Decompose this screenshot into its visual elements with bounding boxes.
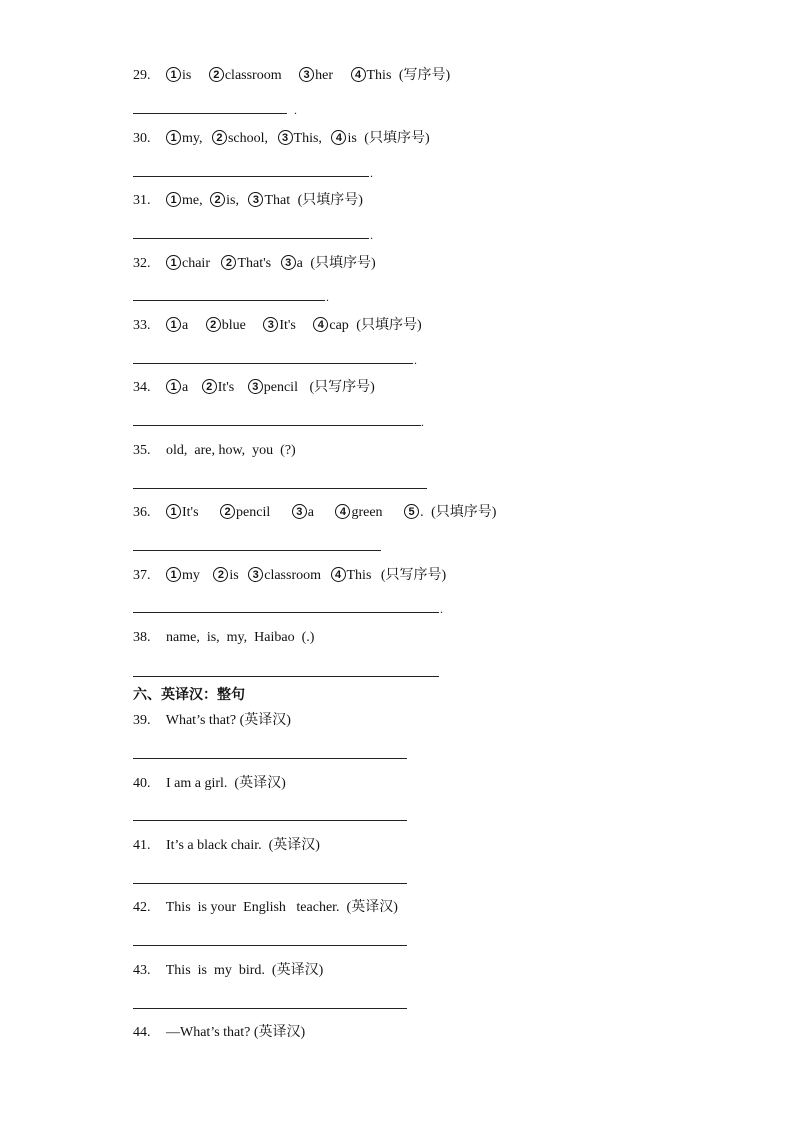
circled-number: 1 [166,504,181,519]
answer-line[interactable] [133,820,407,821]
question-number: 39. [133,713,151,728]
instruction-note: (只填序号) [310,256,376,271]
circled-number: 1 [166,130,181,145]
option: 1 It's [166,504,199,522]
answer-line[interactable] [133,488,427,489]
circled-number: 4 [331,567,346,582]
question-29 [133,67,450,85]
answer-line[interactable] [133,945,407,946]
circled-number: 2 [221,255,236,270]
option: 3 a [281,255,303,273]
answer-line[interactable] [133,425,421,426]
option: 3 It's [263,317,296,335]
question-number: 37. [133,568,151,583]
answer-line[interactable] [133,758,407,759]
circled-number: 1 [166,317,181,332]
circled-number: 3 [281,255,296,270]
option: 1 my, [166,130,202,148]
circled-number: 1 [166,379,181,394]
question-number: 44. [133,1025,151,1040]
question-number: 40. [133,776,151,791]
option: 1 a [166,379,188,397]
question-37 [133,567,446,585]
circled-number: 4 [351,67,366,82]
question-38 [133,629,314,647]
option: 3 her [299,67,333,85]
circled-number: 2 [220,504,235,519]
circled-number: 2 [213,567,228,582]
option: 4 This [351,67,392,85]
circled-number: 2 [209,67,224,82]
question-text: old, are, how, you (?) [166,443,296,458]
option: 1 my [166,567,200,585]
question-43 [133,962,323,980]
question-44 [133,1024,305,1042]
question-text: This is my bird. (英译汉) [165,963,324,978]
question-number: 38. [133,630,151,645]
question-text: What’s that? (英译汉) [165,713,291,728]
circled-number: 2 [210,192,225,207]
question-text: —What’s that? (英译汉) [166,1025,306,1040]
circled-number: 3 [263,317,278,332]
answer-line-period: . [414,353,417,367]
circled-number: 1 [166,255,181,270]
question-40 [133,775,286,793]
answer-line-period: . [370,166,373,180]
option: 4 green [335,504,382,522]
question-number: 43. [133,963,151,978]
option: 2 classroom [209,67,282,85]
instruction-note: (只填序号) [356,318,422,333]
question-31 [133,192,363,210]
question-30 [133,130,430,148]
circled-number: 3 [248,192,263,207]
circled-number: 3 [292,504,307,519]
circled-number: 2 [212,130,227,145]
answer-line[interactable] [133,363,413,364]
answer-line[interactable] [133,1008,407,1009]
option: 2 That's [221,255,271,273]
answer-line[interactable] [133,676,439,677]
question-33 [133,317,422,335]
answer-line[interactable] [133,176,369,177]
circled-number: 4 [313,317,328,332]
option: 4 This [331,567,372,585]
question-32 [133,255,376,273]
question-text: I am a girl. (英译汉) [166,776,286,791]
question-number: 35. [133,443,151,458]
circled-number: 3 [248,379,263,394]
question-text: This is your English teacher. (英译汉) [165,900,398,915]
instruction-note: (写序号) [398,68,451,83]
option: 3 That [248,192,290,210]
option: 4 is [331,130,356,148]
question-number: 32. [133,256,151,271]
option: 5 . [404,504,424,522]
option: 2 is [213,567,238,585]
answer-line[interactable] [133,883,407,884]
circled-number: 1 [166,567,181,582]
answer-line-period: . [440,602,443,616]
option: 2 blue [206,317,246,335]
question-text: name, is, my, Haibao (.) [166,630,315,645]
section-title: 六、英译汉：整句 [133,687,245,703]
question-number: 42. [133,900,151,915]
option: 2 pencil [220,504,270,522]
option: 3 a [292,504,314,522]
answer-line[interactable] [133,550,381,551]
option: 3 classroom [248,567,321,585]
option: 1 is [166,67,191,85]
answer-line-period: . [294,103,297,117]
question-41 [133,837,320,855]
circled-number: 1 [166,192,181,207]
option: 2 is, [210,192,239,210]
circled-number: 3 [278,130,293,145]
circled-number: 1 [166,67,181,82]
option: 2 school, [212,130,268,148]
instruction-note: (只填序号) [297,193,363,208]
question-number: 33. [133,318,151,333]
answer-line[interactable] [133,300,325,301]
option: 3 pencil [248,379,298,397]
answer-line[interactable] [133,113,287,114]
question-39 [133,712,291,730]
question-number: 29. [133,68,151,83]
circled-number: 2 [202,379,217,394]
question-36 [133,504,496,522]
circled-number: 4 [331,130,346,145]
answer-line-period: . [370,228,373,242]
answer-line[interactable] [133,612,439,613]
question-text: It’s a black chair. (英译汉) [166,838,320,853]
question-number: 31. [133,193,151,208]
option: 1 chair [166,255,210,273]
question-number: 30. [133,131,151,146]
circled-number: 4 [335,504,350,519]
circled-number: 5 [404,504,419,519]
option: 3 This, [278,130,322,148]
question-34 [133,379,375,397]
option: 1 me, [166,192,203,210]
instruction-note: (只写序号) [380,568,447,583]
question-number: 36. [133,505,151,520]
option: 4 cap [313,317,348,335]
instruction-note: (只写序号) [309,380,375,395]
answer-line[interactable] [133,238,369,239]
option: 2 It's [202,379,235,397]
instruction-note: (只填序号) [431,505,497,520]
question-number: 34. [133,380,151,395]
instruction-note: (只填序号) [364,131,430,146]
question-number: 41. [133,838,151,853]
question-35 [133,442,296,460]
answer-line-period: . [326,290,329,304]
answer-line-period: . [421,415,424,429]
question-42 [133,899,398,917]
circled-number: 2 [206,317,221,332]
circled-number: 3 [299,67,314,82]
option: 1 a [166,317,188,335]
circled-number: 3 [248,567,263,582]
